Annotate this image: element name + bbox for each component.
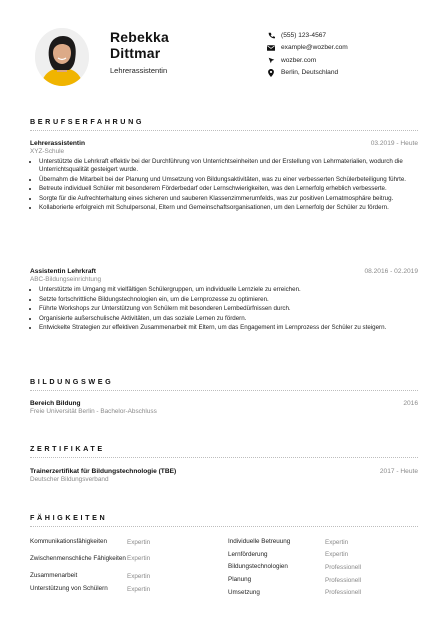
skill-row — [30, 536, 220, 548]
skill-name: Umsetzung — [228, 588, 260, 596]
bullet-item: • Setzte fortschrittliche Bildungstechnologien ein, um die Lernprozesse zu optimieren. — [39, 296, 418, 304]
skill-level: Expertin — [127, 538, 151, 546]
skill-row — [228, 586, 418, 599]
first-name: Rebekka — [110, 29, 169, 45]
location-pin-icon — [267, 69, 275, 77]
contact-phone — [267, 29, 437, 42]
skill-level: Expertin — [127, 572, 151, 580]
section-title-skills: FÄHIGKEITEN — [30, 513, 108, 522]
skill-row — [30, 583, 220, 595]
skills-column-left — [30, 536, 220, 595]
skill-level: Expertin — [325, 538, 349, 546]
skill-row — [228, 549, 418, 562]
section-title-certificates: ZERTIFIKATE — [30, 444, 105, 453]
skills-column-right — [228, 536, 418, 599]
education-institution: Freie Universität Berlin - Bachelor-Abschluss — [30, 408, 157, 415]
skill-row — [30, 548, 220, 569]
skill-name: Unterstützung von Schülern — [30, 585, 108, 592]
link-icon — [267, 56, 275, 64]
certificate-date: 2017 - Heute — [379, 468, 418, 475]
bullet-item: • Kollaborierte erfolgreich mit Schulpersonal, Eltern und Gemeinschaftsorganisationen, um den Lernerfolg der Schüler zu fördern. — [39, 204, 418, 212]
bullet-item: • Führte Workshops zur Unterstützung von Schülern mit besonderen Lernbedürfnissen durch. — [39, 305, 418, 313]
bullet-item: • Betreute individuell Schüler mit besonderem Förderbedarf oder Lernschwierigkeiten, was den Lernerfolg erheblich verbesserte. — [39, 185, 418, 193]
phone-text: (555) 123-4567 — [281, 31, 327, 39]
job-title: Assistentin Lehrkraft — [30, 268, 96, 275]
skill-row — [228, 561, 418, 574]
education-entry — [30, 400, 418, 415]
job-role: Lehrerassistentin — [110, 66, 168, 75]
skill-row — [228, 536, 418, 549]
skill-name: Kommunikationsfähigkeiten — [30, 538, 108, 545]
experience-entry — [30, 140, 418, 214]
contact-email — [267, 42, 437, 55]
contact-location — [267, 67, 437, 80]
education-title: Bereich Bildung — [30, 400, 81, 407]
skill-row — [228, 574, 418, 587]
profile-photo — [35, 28, 89, 86]
job-title: Lehrerassistentin — [30, 140, 85, 147]
skill-level: Expertin — [127, 585, 151, 593]
skill-name: Planung — [228, 576, 252, 584]
employer: XYZ-Schule — [30, 148, 65, 155]
section-divider — [30, 390, 418, 391]
section-title-education: BILDUNGSWEG — [30, 377, 114, 386]
skill-name: Lernförderung — [228, 550, 268, 558]
bullet-item: • Unterstützte die Lehrkraft effektiv bei der Durchführung von Unterrichtseinheiten und der Erstellung von Lehrmaterialien, wodurch die Unterrichtsqualität gesteigert wurde. — [39, 158, 418, 174]
skill-name: Bildungstechnologien — [228, 563, 288, 571]
experience-entry — [30, 268, 418, 334]
section-title-experience: BERUFSERFAHRUNG — [30, 117, 145, 126]
phone-icon — [267, 31, 275, 39]
employer: ABC-Bildungseinrichtung — [30, 276, 102, 283]
section-divider — [30, 457, 418, 458]
certificate-entry — [30, 468, 418, 483]
job-date: 08.2016 - 02.2019 — [364, 268, 418, 275]
skill-name: Individuelle Betreuung — [228, 538, 291, 546]
section-divider — [30, 130, 418, 131]
skill-level: Professionell — [325, 589, 362, 597]
website-text: wozber.com — [281, 56, 317, 64]
contact-list — [267, 29, 437, 79]
certificate-title: Trainerzertifikat für Bildungstechnologie (TBE) — [30, 468, 177, 475]
skill-row — [30, 569, 220, 583]
bullet-list — [30, 286, 418, 332]
contact-website — [267, 54, 437, 67]
mail-icon — [267, 44, 275, 52]
skill-level: Professionell — [325, 563, 362, 571]
education-date: 2016 — [403, 400, 418, 407]
skill-name: Zwischenmenschliche Fähigkeiten — [30, 554, 126, 562]
location-text: Berlin, Deutschland — [281, 69, 339, 77]
last-name: Dittmar — [110, 45, 161, 61]
certificate-issuer: Deutscher Bildungsverband — [30, 476, 109, 483]
bullet-list — [30, 158, 418, 213]
bullet-item: • Sorgte für die Aufrechterhaltung eines sicheren und sauberen Klassenzimmerumfelds, was zur positiven Lernatmosphäre beitrug. — [39, 195, 418, 203]
skill-level: Expertin — [127, 555, 151, 562]
bullet-item: • Übernahm die Mitarbeit bei der Planung und Umsetzung von Bildungsaktivitäten, was zu einer verbesserten Schülerbeteiligung führte. — [39, 176, 418, 184]
bullet-item: • Unterstützte im Umgang mit vielfältigen Schülergruppen, um individuelle Lernziele zu erreichen. — [39, 286, 418, 294]
email-text: example@wozber.com — [281, 44, 348, 52]
skill-level: Expertin — [325, 551, 349, 559]
job-date: 03.2019 - Heute — [370, 140, 418, 147]
section-divider — [30, 526, 418, 527]
bullet-item: • Organisierte außerschulische Aktivitäten, um das soziale Lernen zu fördern. — [39, 315, 418, 323]
person-name — [110, 29, 169, 61]
skill-name: Zusammenarbeit — [30, 572, 78, 579]
bullet-item: • Entwickelte Strategien zur effektiven Zusammenarbeit mit Eltern, um das Engagement im Lernprozess der Schüler zu steigern. — [39, 324, 418, 332]
skill-level: Professionell — [325, 576, 362, 584]
